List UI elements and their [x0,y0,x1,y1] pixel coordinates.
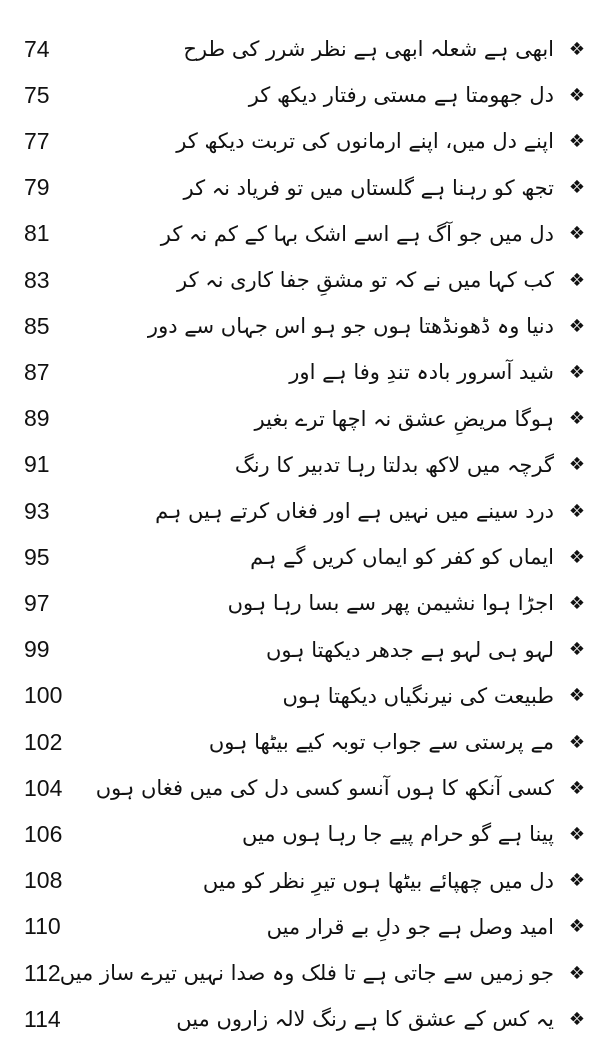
four-diamond-bullet-icon: ❖ [568,223,586,245]
toc-page-number: 106 [24,820,63,847]
four-diamond-bullet-icon: ❖ [568,454,586,476]
toc-title: جو زمیں سے جاتی ہے تا فلک وہ صدا نہیں تیرے ساز میں [59,961,554,985]
toc-title: کب کہا میں نے کہ تو مشقِ جفا کاری نہ کر [177,268,554,292]
four-diamond-bullet-icon: ❖ [568,916,586,938]
four-diamond-bullet-icon: ❖ [568,361,586,383]
toc-title: ہوگا مریضِ عشق نہ اچھا ترے بغیر [254,406,554,431]
four-diamond-bullet-icon: ❖ [568,639,586,661]
toc-title: دل جھومتا ہے مستی رفتار دیکھ کر [248,83,554,108]
four-diamond-bullet-icon: ❖ [568,130,586,152]
four-diamond-bullet-icon: ❖ [568,500,586,522]
toc-page-number: 77 [24,127,50,154]
toc-page-number: 93 [24,497,50,524]
toc-page-number: 114 [24,1005,61,1032]
toc-page-number: 75 [24,81,50,108]
toc-title: گرچہ میں لاکھ بدلتا رہا تدبیر کا رنگ [234,452,554,477]
four-diamond-bullet-icon: ❖ [568,685,586,707]
four-diamond-bullet-icon: ❖ [568,592,586,614]
toc-page-number: 110 [24,913,61,940]
toc-entry[interactable] [0,992,600,1046]
four-diamond-bullet-icon: ❖ [568,269,586,291]
toc-page-number: 97 [24,589,50,616]
toc-page-number: 100 [24,682,63,709]
four-diamond-bullet-icon: ❖ [568,408,586,430]
four-diamond-bullet-icon: ❖ [568,823,586,845]
toc-title: امید وصل ہے جو دلِ بے قرار میں [266,914,554,939]
toc-page-number: 83 [24,266,50,293]
toc-title: دل میں چھپائے بیٹھا ہوں تیرِ نظر کو میں [202,868,554,893]
toc-title: کسی آنکھ کا ہوں آنسو کسی دل کی میں فغاں ہوں [95,776,554,801]
four-diamond-bullet-icon: ❖ [568,777,586,799]
four-diamond-bullet-icon: ❖ [568,1008,586,1030]
toc-page-number: 91 [24,451,50,478]
toc-page-number: 102 [24,728,63,755]
toc-title: اپنے دل میں، اپنے ارمانوں کی تربت دیکھ کر [176,129,554,154]
toc-title: لہو ہی لہو ہے جدھر دیکھتا ہوں [265,637,554,662]
toc-title: یہ کس کے عشق کا ہے رنگ لالہ زاروں میں [176,1007,554,1032]
four-diamond-bullet-icon: ❖ [568,38,586,60]
toc-title: درد سینے میں نہیں ہے اور فغاں کرتے ہیں ہم [155,499,554,523]
toc-title: مے پرستی سے جواب توبہ کیے بیٹھا ہوں [208,730,554,754]
toc-page-number: 95 [24,543,50,570]
toc-page-number: 87 [24,358,50,385]
toc-title: ایماں کو کفر کو ایماں کریں گے ہم [250,545,554,570]
toc-page-number: 89 [24,405,50,432]
toc-title: دنیا وہ ڈھونڈھتا ہوں جو ہو اس جہاں سے دور [147,314,554,339]
toc-title: پینا ہے گو حرام پیے جا رہا ہوں میں [241,822,554,847]
four-diamond-bullet-icon: ❖ [568,962,586,984]
toc-page-number: 112 [24,959,61,986]
toc-page-number: 81 [24,220,50,247]
toc-title: تجھ کو رہنا ہے گلستاں میں تو فریاد نہ کر [183,175,554,200]
four-diamond-bullet-icon: ❖ [568,315,586,337]
toc-title: اجڑا ہوا نشیمن پھر سے بسا رہا ہوں [227,591,554,616]
four-diamond-bullet-icon: ❖ [568,177,586,199]
four-diamond-bullet-icon: ❖ [568,731,586,753]
four-diamond-bullet-icon: ❖ [568,84,586,106]
toc-page-number: 85 [24,312,50,339]
toc-page-number: 99 [24,636,50,663]
toc-title: دل میں جو آگ ہے اسے اشک بہا کے کم نہ کر [160,221,554,246]
toc-title: طبیعت کی نیرنگیاں دیکھتا ہوں [282,683,554,708]
toc-page-number: 74 [24,35,50,62]
toc-page-number: 108 [24,867,63,894]
four-diamond-bullet-icon: ❖ [568,870,586,892]
toc-title: شید آسرور بادہ تندِ وفا ہے اور [289,360,554,385]
toc-page-number: 79 [24,174,50,201]
toc-title: ابھی ہے شعلہ ابھی ہے نظر شرر کی طرح [183,37,554,61]
four-diamond-bullet-icon: ❖ [568,546,586,568]
toc-page-number: 104 [24,774,63,801]
